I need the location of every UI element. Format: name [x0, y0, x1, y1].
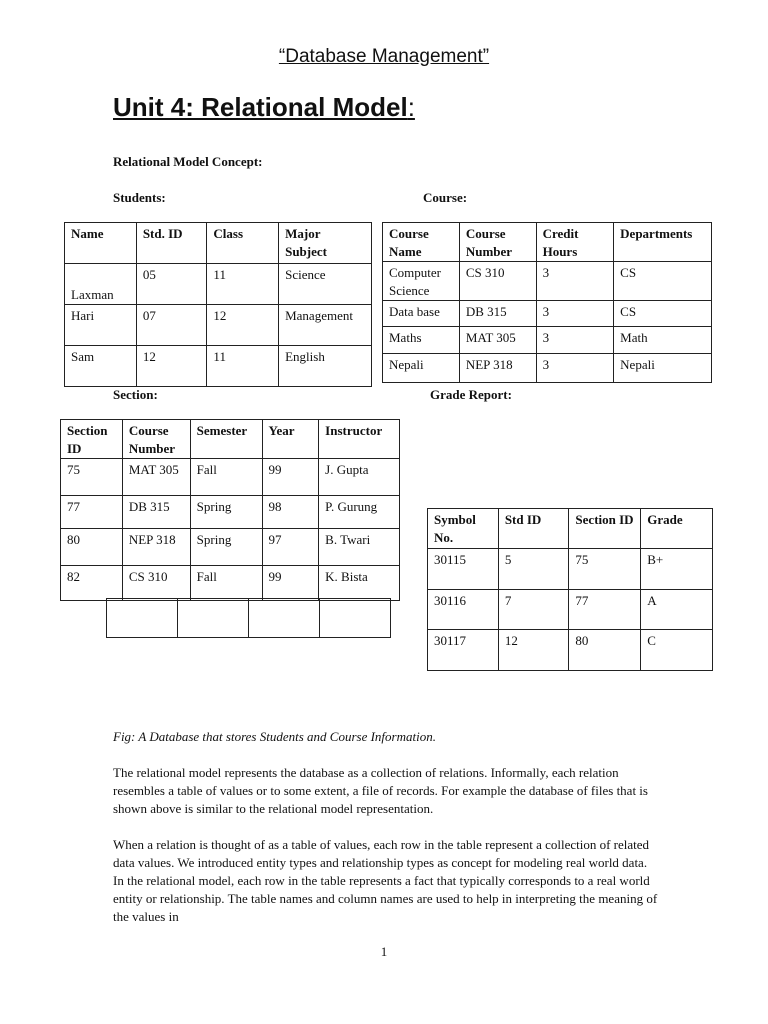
- table-cell: A: [641, 590, 713, 630]
- empty-cell: [249, 599, 320, 638]
- table-header-cell: Course Number: [122, 420, 190, 459]
- table-cell: 07: [136, 305, 207, 346]
- table-cell: Nepali: [614, 354, 712, 383]
- students-table: [64, 222, 372, 387]
- table-cell: Science: [279, 264, 372, 305]
- course-table: [382, 222, 712, 383]
- table-header-cell: Year: [262, 420, 319, 459]
- table-cell: Data base: [383, 301, 460, 327]
- table-cell: B+: [641, 549, 713, 590]
- table-cell: Fall: [190, 566, 262, 601]
- table-cell: CS: [614, 262, 712, 301]
- table-cell: P. Gurung: [319, 496, 400, 529]
- table-cell: 98: [262, 496, 319, 529]
- table-cell: 75: [569, 549, 641, 590]
- table-cell: English: [279, 346, 372, 387]
- table-cell: CS: [614, 301, 712, 327]
- table-cell: CS 310: [459, 262, 536, 301]
- table-header-cell: Class: [207, 223, 279, 264]
- table-cell: 5: [498, 549, 569, 590]
- table-header-cell: Semester: [190, 420, 262, 459]
- table-header-cell: Std. ID: [136, 223, 207, 264]
- table-row: [383, 301, 712, 327]
- table-header-cell: Credit Hours: [536, 223, 614, 262]
- grade-report-table: [427, 508, 713, 671]
- table-cell: K. Bista: [319, 566, 400, 601]
- table-cell: NEP 318: [459, 354, 536, 383]
- table-cell: 3: [536, 327, 614, 354]
- table-header-cell: Name: [65, 223, 137, 264]
- table-cell: 3: [536, 262, 614, 301]
- table-cell: 3: [536, 354, 614, 383]
- table-cell: J. Gupta: [319, 459, 400, 496]
- unit-title-colon: :: [407, 92, 415, 122]
- table-cell: DB 315: [459, 301, 536, 327]
- table-cell: MAT 305: [459, 327, 536, 354]
- table-header-cell: Instructor: [319, 420, 400, 459]
- course-label: Course:: [423, 190, 468, 205]
- table-cell: Computer Science: [383, 262, 460, 301]
- table-header-cell: Symbol No.: [428, 509, 499, 549]
- table-cell: 82: [61, 566, 123, 601]
- table-cell: Maths: [383, 327, 460, 354]
- table-header-row: [383, 223, 712, 262]
- table-cell: 77: [569, 590, 641, 630]
- table-cell: Spring: [190, 529, 262, 566]
- table-cell: 12: [498, 630, 569, 671]
- table-cell: Management: [279, 305, 372, 346]
- table-cell: 75: [61, 459, 123, 496]
- table-row: [65, 264, 372, 305]
- table-row: [383, 262, 712, 301]
- table-header-row: [65, 223, 372, 264]
- empty-cell: [178, 599, 249, 638]
- table-cell: Sam: [65, 346, 137, 387]
- table-header-cell: Course Name: [383, 223, 460, 262]
- table-cell: 05: [136, 264, 207, 305]
- table-cell: MAT 305: [122, 459, 190, 496]
- table-cell: Hari: [65, 305, 137, 346]
- table-cell: 11: [207, 264, 279, 305]
- table-cell: 77: [61, 496, 123, 529]
- table-row: [61, 529, 400, 566]
- table-header-cell: Major Subject: [279, 223, 372, 264]
- paragraph: The relational model represents the database as a collection of relations. Informally, each relation resembles a table of values or to some extent, a file of records. For example the database of files that is shown above is similar to the relational model representation.: [113, 765, 648, 816]
- table-cell: 7: [498, 590, 569, 630]
- unit-title: [113, 92, 415, 123]
- table-row: [383, 327, 712, 354]
- table-row: [428, 630, 713, 671]
- table-row: [61, 566, 400, 601]
- table-cell: 80: [61, 529, 123, 566]
- empty-cell: [107, 599, 178, 638]
- table-cell: Math: [614, 327, 712, 354]
- table-cell: Fall: [190, 459, 262, 496]
- table-header-cell: Section ID: [61, 420, 123, 459]
- students-label: Students:: [113, 190, 166, 205]
- table-header-row: [428, 509, 713, 549]
- table-cell: C: [641, 630, 713, 671]
- table-cell: DB 315: [122, 496, 190, 529]
- paragraph: When a relation is thought of as a table of values, each row in the table represent a collection of related data values. We introduced entity types and relationship types as concept for modeling real world data. In the relational model, each row in the table represents a fact that typically corresponds to a real world entity or relationship. The table names and column names are used to help in interpreting the meaning of the values in: [113, 837, 658, 924]
- section-label: Section:: [113, 387, 158, 402]
- table-cell: 97: [262, 529, 319, 566]
- table-row: [61, 496, 400, 529]
- section-heading: Relational Model Concept:: [113, 154, 263, 169]
- table-header-cell: Section ID: [569, 509, 641, 549]
- empty-cell: [320, 599, 391, 638]
- table-cell: 99: [262, 566, 319, 601]
- table-cell: Laxman: [65, 264, 137, 305]
- empty-table-row: [106, 598, 391, 638]
- table-cell: 30116: [428, 590, 499, 630]
- table-cell: 30115: [428, 549, 499, 590]
- table-header-cell: Grade: [641, 509, 713, 549]
- table-row: [61, 459, 400, 496]
- table-row: [428, 590, 713, 630]
- table-cell: 11: [207, 346, 279, 387]
- document-title: “Database Management”: [278, 46, 490, 67]
- table-header-row: [61, 420, 400, 459]
- table-cell: 12: [136, 346, 207, 387]
- table-row: [428, 549, 713, 590]
- table-row: [65, 346, 372, 387]
- table-cell: 3: [536, 301, 614, 327]
- figure-caption: Fig: A Database that stores Students and Course Information.: [113, 729, 436, 744]
- table-header-cell: Std ID: [498, 509, 569, 549]
- table-cell: 99: [262, 459, 319, 496]
- page-number: 1: [380, 944, 388, 959]
- unit-title-text: Unit 4: Relational Model: [113, 92, 408, 122]
- table-cell: NEP 318: [122, 529, 190, 566]
- table-row: [107, 599, 391, 638]
- table-cell: 30117: [428, 630, 499, 671]
- table-cell: 80: [569, 630, 641, 671]
- table-header-cell: Departments: [614, 223, 712, 262]
- table-cell: B. Twari: [319, 529, 400, 566]
- table-cell: Spring: [190, 496, 262, 529]
- table-row: [65, 305, 372, 346]
- table-row: [383, 354, 712, 383]
- table-header-cell: Course Number: [459, 223, 536, 262]
- table-cell: Nepali: [383, 354, 460, 383]
- table-cell: 12: [207, 305, 279, 346]
- section-table: [60, 419, 400, 601]
- grade-report-label: Grade Report:: [430, 387, 512, 402]
- table-cell: CS 310: [122, 566, 190, 601]
